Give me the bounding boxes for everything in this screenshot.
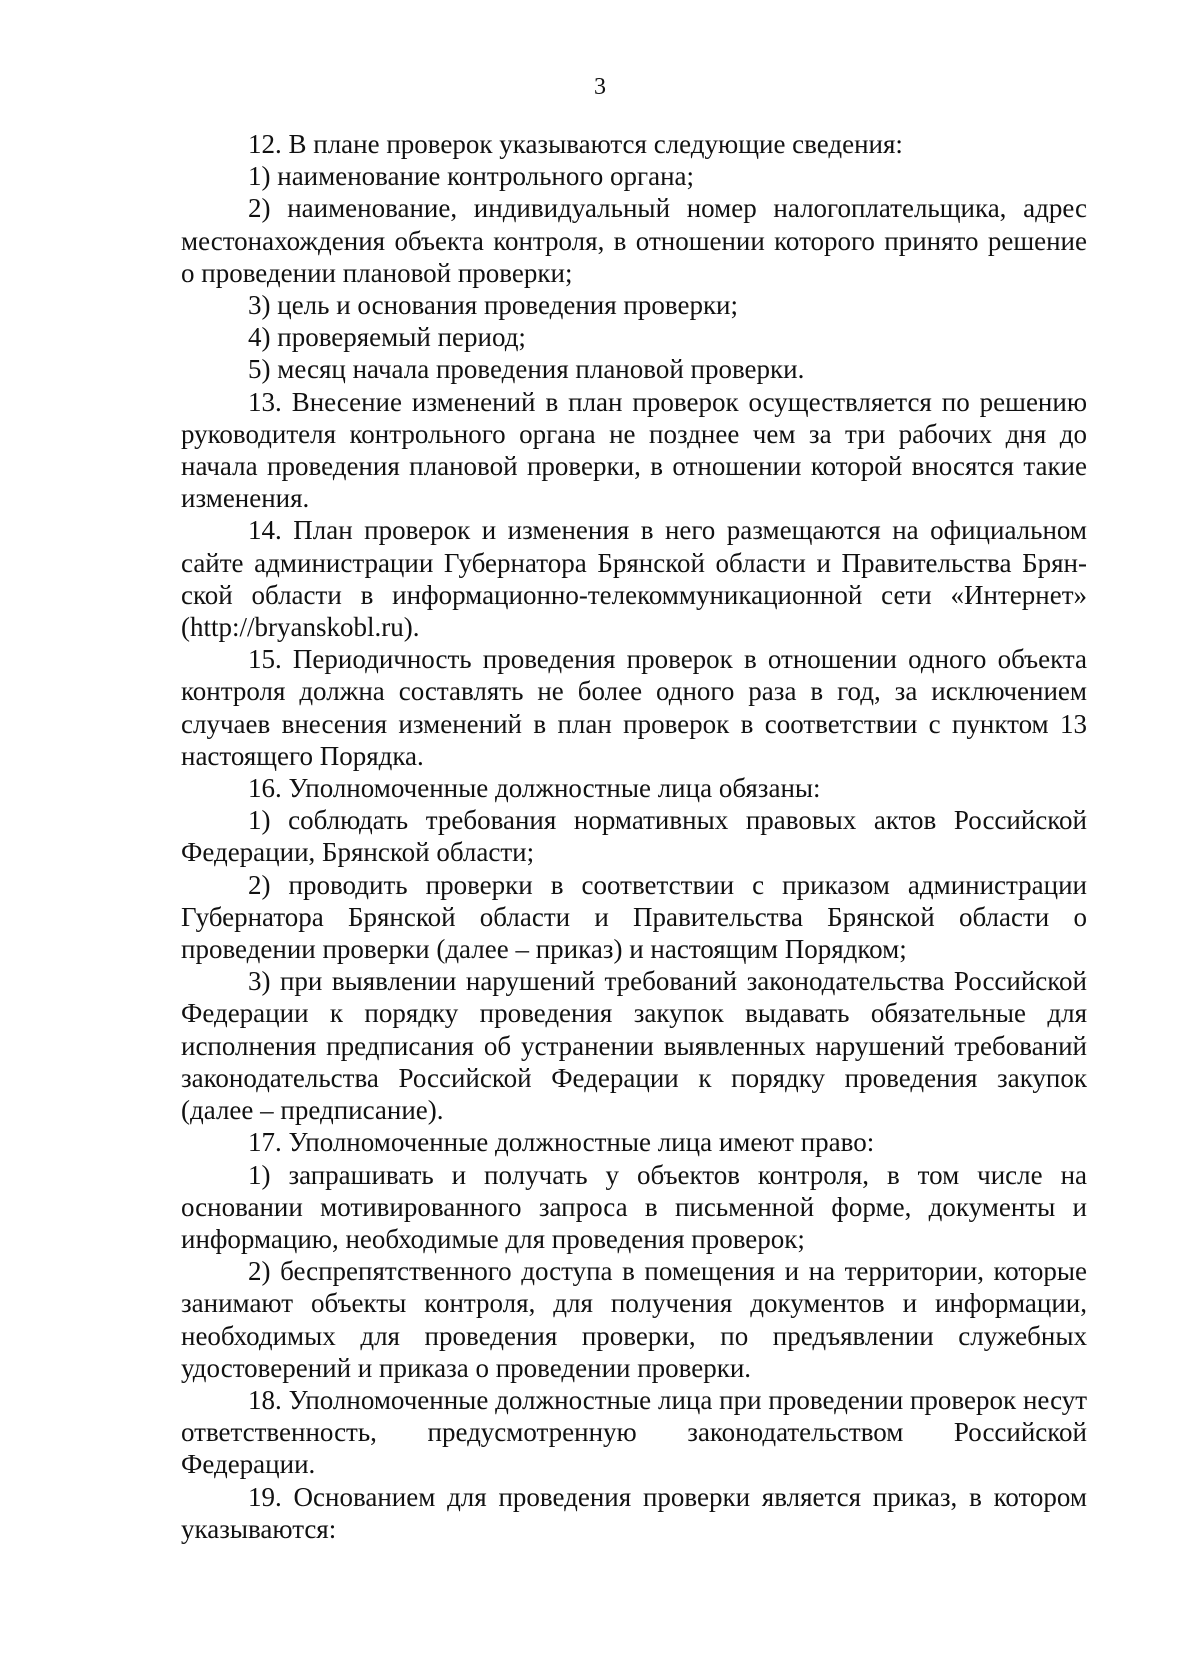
paragraph-19: 19. Основанием для проведения проверки является приказ, в котором указываются: [181,1481,1087,1544]
paragraph-14: 14. План проверок и изменения в него размещаются на официальном сайте администрации Губернатора Брянской области и Правительства Брянской области в информационно-телекоммуникационной сети «Интернет» (http://bryanskobl.ru). [181,515,1087,643]
paragraph-12-item-5: 5) месяц начала проведения плановой проверки. [248,354,805,385]
paragraph-12-item-1: 1) наименование контрольного органа; [248,161,695,192]
paragraph-15: 15. Периодичность проведения проверок в отношении одного объекта контроля должна составлять не более одного раза в год, за исключением случаев внесения изменений в план проверок в соответствии с пунктом 13 настоящего Порядка. [181,644,1087,771]
paragraph-16-item-2: 2) проводить проверки в соответствии с приказом администрации Губернатора Брянской области и Правительства Брянской области о проведении проверки (далее – приказ) и настоящим Порядком; [181,869,1087,965]
paragraph-16: 16. Уполномоченные должностные лица обязаны: [248,773,821,804]
paragraph-17-item-2: 2) беспрепятственного доступа в помещения и на территории, которые занимают объекты контроля, для получения документов и информации, необходимых для проведения проверки, по предъявлении служебных удостоверений и приказа о проведении проверки. [181,1256,1087,1383]
page-number: 3 [594,74,606,100]
paragraph-12: 12. В плане проверок указываются следующие сведения: [248,129,903,159]
paragraph-17: 17. Уполномоченные должностные лица имеют право: [248,1127,875,1158]
paragraph-16-item-3: 3) при выявлении нарушений требований законодательства Российской Федерации к порядку проведения закупок выдавать обязательные для исполнения предписания об устранении выявленных нарушений требований законодательства Российской Федерации к порядку проведения закупок (далее – предписание). [181,966,1087,1126]
paragraph-12-item-3: 3) цель и основания проведения проверки; [248,290,739,321]
paragraph-17-item-1: 1) запрашивать и получать у объектов контроля, в том числе на основании мотивированного запроса в письменной форме, документы и информацию, необходимые для проведения проверок; [181,1159,1087,1254]
paragraph-18: 18. Уполномоченные должностные лица при проведении проверок несут ответственность, предусмотренную законодательством Российской Федерации. [181,1384,1087,1480]
paragraph-12-item-4: 4) проверяемый период; [248,322,526,353]
document-body [181,128,1087,1545]
paragraph-13: 13. Внесение изменений в план проверок осуществляется по решению руководителя контрольного органа не позднее чем за три рабочих дня до начала проведения плановой проверки, в отношении которой вносятся такие изменения. [181,386,1087,514]
paragraph-12-item-2: 2) наименование, индивидуальный номер налогоплательщика, адрес местонахождения объекта контроля, в отношении которого принято решение о проведении плановой проверки; [181,193,1087,288]
paragraph-16-item-1: 1) соблюдать требования нормативных правовых актов Российской Федерации, Брянской области; [181,805,1087,868]
